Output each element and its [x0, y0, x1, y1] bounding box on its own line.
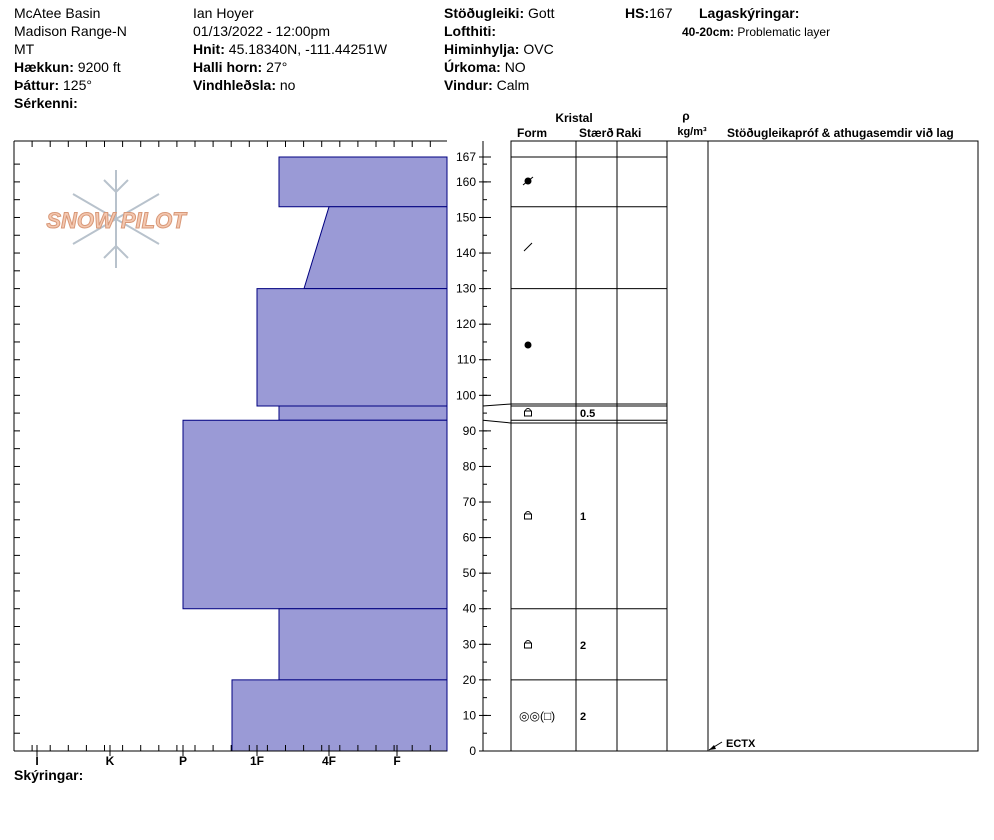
faceted-icon-arc — [526, 512, 531, 515]
test-pointer-line — [709, 742, 722, 750]
stability: Stöðugleiki: Gott — [444, 5, 555, 21]
header-density-symbol: ρ — [682, 109, 690, 123]
grain-size-label: 2 — [580, 711, 587, 723]
y-tick-label: 0 — [469, 744, 476, 758]
hardness-layer-2 — [257, 289, 447, 406]
range: Madison Range-N — [14, 23, 127, 39]
location: McAtee Basin — [14, 5, 101, 21]
coordinates: Hnit: 45.18340N, -111.44251W — [193, 41, 388, 57]
sky-cover: Himinhylja: OVC — [444, 41, 554, 57]
y-tick-label: 50 — [462, 566, 476, 581]
boundary-connector — [483, 404, 511, 406]
mixed-precip-icon — [525, 178, 532, 185]
y-tick-label: 10 — [462, 708, 476, 723]
wind-loading: Vindhleðsla: no — [193, 77, 296, 93]
snowpilot-logo — [46, 170, 187, 268]
header-crystal: Kristal — [555, 111, 593, 125]
layer-notes-title: Lagaskýringar: — [699, 5, 800, 21]
y-tick-label: 140 — [455, 246, 476, 261]
y-tick-label: 110 — [456, 352, 476, 367]
header-moisture: Raki — [616, 126, 642, 140]
y-tick-label: 20 — [462, 672, 476, 687]
state: MT — [14, 41, 35, 57]
x-tick-label: 4F — [321, 754, 337, 768]
datetime: 01/13/2022 - 12:00pm — [193, 23, 330, 39]
aspect: Þáttur: 125° — [14, 77, 92, 93]
hardness-layer-5 — [279, 609, 447, 680]
slope: Halli horn: 27° — [193, 59, 288, 75]
y-tick-label: 80 — [462, 459, 476, 474]
x-tick-label: I — [35, 754, 39, 768]
elevation: Hækkun: 9200 ft — [14, 59, 121, 75]
y-tick-label: 30 — [462, 637, 476, 652]
y-tick-label: 70 — [462, 495, 476, 510]
features: Sérkenni: — [14, 95, 78, 111]
header-tests: Stöðugleikapróf & athugasemdir við lag — [727, 126, 954, 140]
y-tick-label: 120 — [455, 317, 476, 332]
boundary-connector — [483, 420, 511, 423]
snowflake-icon — [73, 170, 159, 268]
notes-label: Skýringar: — [14, 767, 84, 783]
x-tick-label: P — [178, 754, 188, 768]
grain-size-label: 1 — [580, 511, 587, 523]
header-size: Stærð — [579, 126, 614, 140]
y-tick-label: 60 — [462, 530, 476, 545]
y-tick-label: 90 — [462, 423, 476, 438]
test-arrow-icon — [709, 745, 716, 750]
logo-text: SNOW PILOT — [46, 208, 186, 233]
mixed-precip-icon-slash — [523, 177, 533, 185]
layer-note: 40-20cm: Problematic layer — [682, 25, 831, 39]
air-temp: Lofthiti: — [444, 23, 497, 39]
layer-table-frame — [511, 141, 978, 751]
x-tick-label: K — [105, 754, 115, 768]
x-tick-label: F — [393, 754, 401, 768]
faceted-icon-arc — [526, 409, 531, 411]
y-tick-label: 40 — [462, 601, 476, 616]
y-tick-label: 150 — [455, 210, 476, 225]
grain-size-label: 2 — [580, 640, 587, 652]
hardness-layer-4 — [183, 420, 447, 609]
faceted-icon — [525, 643, 532, 648]
y-tick-label: 160 — [455, 174, 476, 189]
precipitation: Úrkoma: NO — [444, 59, 526, 75]
snow-height: HS:167 — [625, 5, 673, 21]
x-tick-label: 1F — [249, 754, 265, 768]
y-tick-label: 167 — [455, 150, 476, 164]
wind: Vindur: Calm — [444, 77, 530, 93]
decomposing-icon — [524, 243, 532, 251]
faceted-icon — [525, 514, 532, 519]
faceted-icon — [525, 411, 532, 416]
melt-form-symbol: ◎◎(□) — [519, 709, 556, 723]
hardness-layer-3 — [279, 406, 447, 420]
hardness-layer-0 — [279, 157, 447, 207]
y-tick-label: 100 — [455, 388, 476, 403]
stability-test-label: ECTX — [726, 738, 756, 750]
y-tick-label: 130 — [455, 281, 476, 296]
observer: Ian Hoyer — [193, 5, 254, 21]
header-form: Form — [517, 126, 547, 140]
grain-size-label: 0.5 — [580, 408, 596, 420]
rounded-grain-icon — [525, 342, 532, 349]
header-density-unit: kg/m³ — [677, 126, 707, 138]
hardness-layer-1 — [304, 207, 447, 289]
faceted-icon-arc — [526, 641, 531, 644]
hardness-layer-6 — [232, 680, 447, 751]
